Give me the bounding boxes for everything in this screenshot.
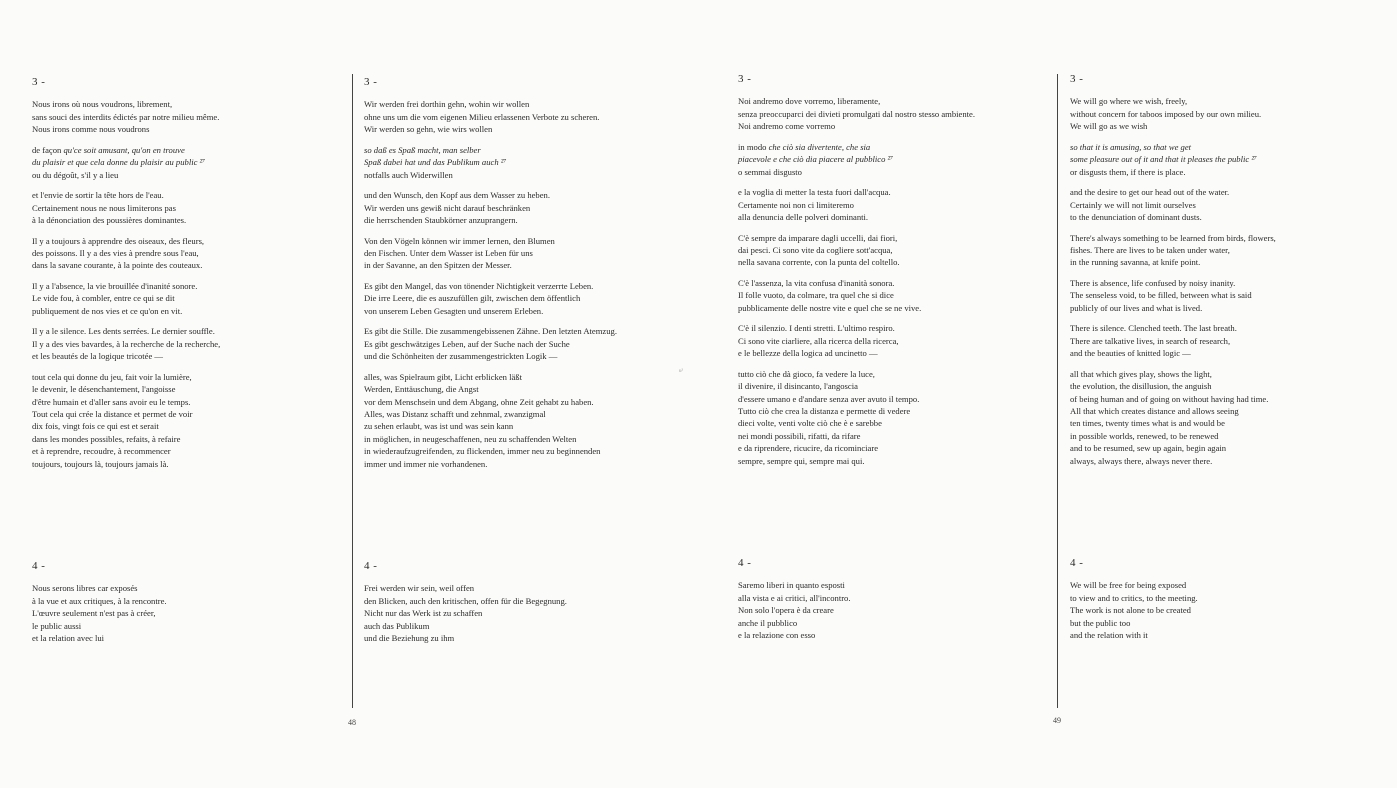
verse-line: den Fischen. Unter dem Wasser ist Leben für uns	[364, 248, 533, 259]
stanza	[364, 582, 567, 644]
verse-line: de façon qu'ce soit amusant, qu'on en trouve	[32, 144, 185, 155]
stanza	[32, 280, 332, 317]
verse-line: den Blicken, auch den kritischen, offen für die Begegnung.	[364, 595, 567, 606]
verse-line: dai pesci. Ci sono vite da cogliere sott'acqua,	[738, 245, 893, 256]
stanza	[364, 325, 674, 362]
verse-line: Nous irons où nous voudrons, librement,	[32, 99, 173, 110]
verse-line: The senseless void, to be filled, between what is said	[1070, 290, 1252, 301]
verse-line: die herrschenden Staubkörner anzuprangern.	[364, 215, 518, 226]
verse-line: nei mondi possibili, rifatti, da rifare	[738, 430, 861, 441]
page-number-right: 49	[1053, 716, 1061, 725]
verse-line: but the public too	[1070, 617, 1131, 628]
verse-line: Wir werden frei dorthin gehn, wohin wir wollen	[364, 99, 530, 110]
verse-line: Certainly we will not limit ourselves	[1070, 199, 1196, 210]
column-german	[364, 76, 674, 644]
section-3	[364, 76, 674, 470]
verse-line: alla vista e ai critici, all'incontro.	[738, 592, 851, 603]
verse-line: Saremo liberi in quanto esposti	[738, 580, 845, 591]
verse-line: Tout cela qui crée la distance et permet de voir	[32, 409, 193, 420]
verse-line: without concern for taboos imposed by our own milieu.	[1070, 108, 1262, 119]
verse-line: so that it is amusing, so that we get	[1070, 141, 1192, 152]
verse-line: Nous serons libres car exposés	[32, 583, 138, 594]
stanza	[364, 235, 674, 272]
section-heading: 3 -	[1070, 73, 1084, 85]
verse-line: à la dénonciation des poussières dominantes.	[32, 215, 187, 226]
verse-line: Frei werden wir sein, weil offen	[364, 583, 475, 594]
verse-line: dix fois, vingt fois ce qui est et serait	[32, 421, 159, 432]
verse-line: ten times, twenty times what is and would be	[1070, 418, 1225, 429]
stanza	[32, 144, 332, 181]
verse-line: du plaisir et que cela donne du plaisir au public ²⁷	[32, 157, 206, 168]
verse-line: There is silence. Clenched teeth. The last breath.	[1070, 323, 1237, 334]
verse-line: tutto ciò che dà gioco, fa vedere la luce,	[738, 368, 875, 379]
verse-line: in möglichen, in neugeschaffenen, neu zu schaffenden Welten	[364, 433, 577, 444]
stanza	[364, 189, 674, 226]
section-heading: 3 -	[32, 76, 46, 88]
verse-line: Es gibt die Stille. Die zusammengebissenen Zähne. Den letzten Atemzug.	[364, 326, 617, 337]
verse-line: some pleasure out of it and that it pleases the public ²⁷	[1070, 154, 1257, 165]
stanza	[364, 371, 674, 470]
verse-line: There are talkative lives, in search of research,	[1070, 335, 1231, 346]
verse-line: There's always something to be learned from birds, flowers,	[1070, 232, 1276, 243]
column-english	[1070, 73, 1375, 641]
verse-line: piacevole e che ciò dia piacere al pubblico ²⁷	[738, 154, 894, 165]
verse-line: We will be free for being exposed	[1070, 580, 1187, 591]
verse-line: et l'envie de sortir la tête hors de l'eau.	[32, 190, 164, 201]
stanza	[364, 280, 674, 317]
verse-line: Nicht nur das Werk ist zu schaffen	[364, 608, 483, 619]
section-3	[1070, 73, 1375, 467]
section-heading: 4 -	[738, 557, 752, 569]
stanza	[364, 98, 674, 135]
verse-line: immer und immer nie vorhandenen.	[364, 458, 488, 469]
column-french	[32, 76, 332, 644]
stanza	[32, 189, 332, 226]
section-4	[32, 560, 167, 653]
verse-line: alles, was Spielraum gibt, Licht erblicken läßt	[364, 371, 522, 382]
verse-line: Noi andremo come vorremo	[738, 121, 836, 132]
verse-line: ou du dégoût, s'il y a lieu	[32, 169, 119, 180]
verse-line: tout cela qui donne du jeu, fait voir la lumière,	[32, 371, 192, 382]
stanza	[738, 579, 851, 641]
stanza	[32, 371, 332, 470]
verse-line: e la relazione con esso	[738, 630, 816, 641]
verse-line: to the denunciation of dominant dusts.	[1070, 212, 1202, 223]
verse-line: Es gibt den Mangel, das von tönender Nichtigkeit verzerrte Leben.	[364, 281, 594, 292]
section-heading: 4 -	[1070, 557, 1084, 569]
stanza	[1070, 579, 1198, 641]
verse-line: in the running savanna, at knife point.	[1070, 257, 1201, 268]
stanza	[1070, 368, 1375, 467]
verse-line: und den Wunsch, den Kopf aus dem Wasser zu heben.	[364, 190, 550, 201]
right-page-rule	[1057, 74, 1058, 708]
verse-line: to view and to critics, to the meeting.	[1070, 592, 1198, 603]
stanza	[738, 141, 1043, 178]
verse-line: Die irre Leere, die es auszufüllen gilt, zwischen dem öffentlich	[364, 293, 581, 304]
verse-line: always, always there, always never there.	[1070, 455, 1213, 466]
verse-line: ohne uns um die vom eigenen Milieu erlassenen Verbote zu scheren.	[364, 111, 600, 122]
verse-line: sempre, sempre qui, sempre mai qui.	[738, 455, 865, 466]
stanza	[32, 325, 332, 362]
verse-line: and the desire to get our head out of the water.	[1070, 187, 1230, 198]
verse-line: Certamente noi non ci limiteremo	[738, 199, 854, 210]
section-heading: 4 -	[364, 560, 378, 572]
stanza	[1070, 95, 1375, 132]
verse-line: alla denuncia delle polveri dominanti.	[738, 212, 869, 223]
verse-line: et les beautés de la logique tricotée —	[32, 351, 164, 362]
verse-line: dieci volte, venti volte ciò che è e sarebbe	[738, 418, 882, 429]
stanza	[1070, 141, 1375, 178]
section-heading: 3 -	[364, 76, 378, 88]
verse-line: Il y a le silence. Les dents serrées. Le dernier souffle.	[32, 326, 215, 337]
verse-line: We will go as we wish	[1070, 121, 1148, 132]
verse-line: We will go where we wish, freely,	[1070, 96, 1188, 107]
verse-line: There is absence, life confused by noisy inanity.	[1070, 278, 1236, 289]
section-heading: 4 -	[32, 560, 46, 572]
verse-line: all that which gives play, shows the light,	[1070, 368, 1212, 379]
stanza	[738, 277, 1043, 314]
verse-line: fishes. There are lives to be taken under water,	[1070, 245, 1230, 256]
stanza	[738, 232, 1043, 269]
verse-line: The work is not alone to be created	[1070, 605, 1191, 616]
verse-line: senza preoccuparci dei divieti promulgati dal nostro stesso ambiente.	[738, 108, 975, 119]
verse-line: und die Beziehung zu ihm	[364, 633, 455, 644]
verse-line: publicly of our lives and what is lived.	[1070, 302, 1203, 313]
verse-line: e le bellezze della logica ad uncinetto —	[738, 348, 878, 359]
verse-line: o semmai disgusto	[738, 166, 802, 177]
verse-line: Il y a l'absence, la vie brouillée d'inanité sonore.	[32, 281, 198, 292]
verse-line: the evolution, the disillusion, the anguish	[1070, 381, 1212, 392]
stanza	[364, 144, 674, 181]
section-4	[738, 557, 851, 650]
verse-line: nella savana corrente, con la punta del coltello.	[738, 257, 900, 268]
verse-line: and to be resumed, sew up again, begin again	[1070, 443, 1227, 454]
verse-line: Le vide fou, à combler, entre ce qui se dit	[32, 293, 175, 304]
page-speck: u²	[679, 369, 683, 374]
section-3	[32, 76, 332, 470]
stanza	[1070, 232, 1375, 269]
verse-line: auch das Publikum	[364, 620, 430, 631]
column-italian	[738, 73, 1043, 641]
verse-line: Non solo l'opera è da creare	[738, 605, 834, 616]
verse-line: e la voglia di metter la testa fuori dall'acqua.	[738, 187, 891, 198]
verse-line: so daß es Spaß macht, man selber	[364, 144, 481, 155]
verse-line: toujours, toujours là, toujours jamais là.	[32, 458, 169, 469]
verse-line: Certainement nous ne nous limiterons pas	[32, 202, 176, 213]
verse-line: in possible worlds, renewed, to be renewed	[1070, 430, 1219, 441]
verse-line: à la vue et aux critiques, à la rencontre.	[32, 595, 167, 606]
verse-line: Nous irons comme nous voudrons	[32, 124, 150, 135]
verse-line: et à reprendre, recoudre, à recommencer	[32, 446, 171, 457]
verse-line: Spaß dabei hat und das Publikum auch ²⁷	[364, 157, 507, 168]
verse-line: Il y a toujours à apprendre des oiseaux, des fleurs,	[32, 235, 205, 246]
stanza	[32, 98, 332, 135]
stanza	[1070, 277, 1375, 314]
verse-line: and the beauties of knitted logic —	[1070, 348, 1191, 359]
verse-line: dans la savane courante, à la pointe des couteaux.	[32, 260, 203, 271]
verse-line: Il folle vuoto, da colmare, tra quel che si dice	[738, 290, 894, 301]
verse-line: anche il pubblico	[738, 617, 798, 628]
verse-line: Werden, Enttäuschung, die Angst	[364, 384, 479, 395]
stanza	[32, 582, 167, 644]
left-page-rule	[352, 74, 353, 708]
verse-line: dans les mondes possibles, refaits, à refaire	[32, 433, 181, 444]
verse-line: of being human and of going on without having had time.	[1070, 393, 1269, 404]
verse-line: publiquement de nos vies et ce qu'on en vit.	[32, 305, 183, 316]
verse-line: vor dem Menschsein und dem Abgang, ohne Zeit gehabt zu haben.	[364, 396, 594, 407]
stanza	[738, 95, 1043, 132]
verse-line: C'è l'assenza, la vita confusa d'inanità sonora.	[738, 278, 895, 289]
verse-line: Il y a des vies bavardes, à la recherche de la recherche,	[32, 338, 221, 349]
verse-line: des poissons. Il y a des vies à prendre sous l'eau,	[32, 248, 199, 259]
verse-line: L'œuvre seulement n'est pas à créer,	[32, 608, 156, 619]
section-4	[1070, 557, 1198, 650]
verse-line: C'è il silenzio. I denti stretti. L'ultimo respiro.	[738, 323, 895, 334]
section-4	[364, 560, 567, 653]
section-3	[738, 73, 1043, 467]
verse-line: or disgusts them, if there is place.	[1070, 166, 1186, 177]
verse-line: Wir werden uns gewiß nicht darauf beschränken	[364, 202, 531, 213]
verse-line: Es gibt geschwätziges Leben, auf der Suche nach der Suche	[364, 338, 570, 349]
verse-line: in modo che ciò sia divertente, che sia	[738, 141, 871, 152]
verse-line: Noi andremo dove vorremo, liberamente,	[738, 96, 881, 107]
verse-line: le devenir, le désenchantement, l'angoisse	[32, 384, 176, 395]
verse-line: Alles, was Distanz schafft und zehnmal, zwanzigmal	[364, 409, 546, 420]
verse-line: e da riprendere, ricucire, da ricominciare	[738, 443, 879, 454]
verse-line: Tutto ciò che crea la distanza e permette di vedere	[738, 406, 911, 417]
verse-line: and the relation with it	[1070, 630, 1148, 641]
verse-line: Ci sono vite ciarliere, alla ricerca della ricerca,	[738, 335, 899, 346]
verse-line: notfalls auch Widerwillen	[364, 169, 453, 180]
verse-line: in wiederaufzugreifenden, zu flickenden, immer neu zu beginnenden	[364, 446, 601, 457]
verse-line: d'essere umano e d'andare senza aver avuto il tempo.	[738, 393, 920, 404]
stanza	[738, 322, 1043, 359]
verse-line: All that which creates distance and allows seeing	[1070, 406, 1239, 417]
page-number-left: 48	[348, 718, 356, 727]
section-heading: 3 -	[738, 73, 752, 85]
verse-line: von unserem Leben Gesagten und unserem Erleben.	[364, 305, 544, 316]
verse-line: Von den Vögeln können wir immer lernen, den Blumen	[364, 235, 555, 246]
stanza	[32, 235, 332, 272]
verse-line: il divenire, il disincanto, l'angoscia	[738, 381, 858, 392]
stanza	[738, 186, 1043, 223]
verse-line: d'être humain et d'aller sans avoir eu le temps.	[32, 396, 191, 407]
verse-line: in der Savanne, an den Spitzen der Messer.	[364, 260, 512, 271]
verse-line: zu sehen erlaubt, was ist und was sein kann	[364, 421, 514, 432]
verse-line: und die Schönheiten der zusammengestrickten Logik —	[364, 351, 558, 362]
stanza	[1070, 186, 1375, 223]
stanza	[738, 368, 1043, 467]
verse-line: pubblicamente delle nostre vite e quel che se ne vive.	[738, 302, 922, 313]
verse-line: et la relation avec lui	[32, 633, 105, 644]
verse-line: C'è sempre da imparare dagli uccelli, dai fiori,	[738, 232, 898, 243]
verse-line: sans souci des interdits édictés par notre milieu même.	[32, 111, 220, 122]
verse-line: Wir werden so gehn, wie wirs wollen	[364, 124, 493, 135]
stanza	[1070, 322, 1375, 359]
verse-line: le public aussi	[32, 620, 82, 631]
